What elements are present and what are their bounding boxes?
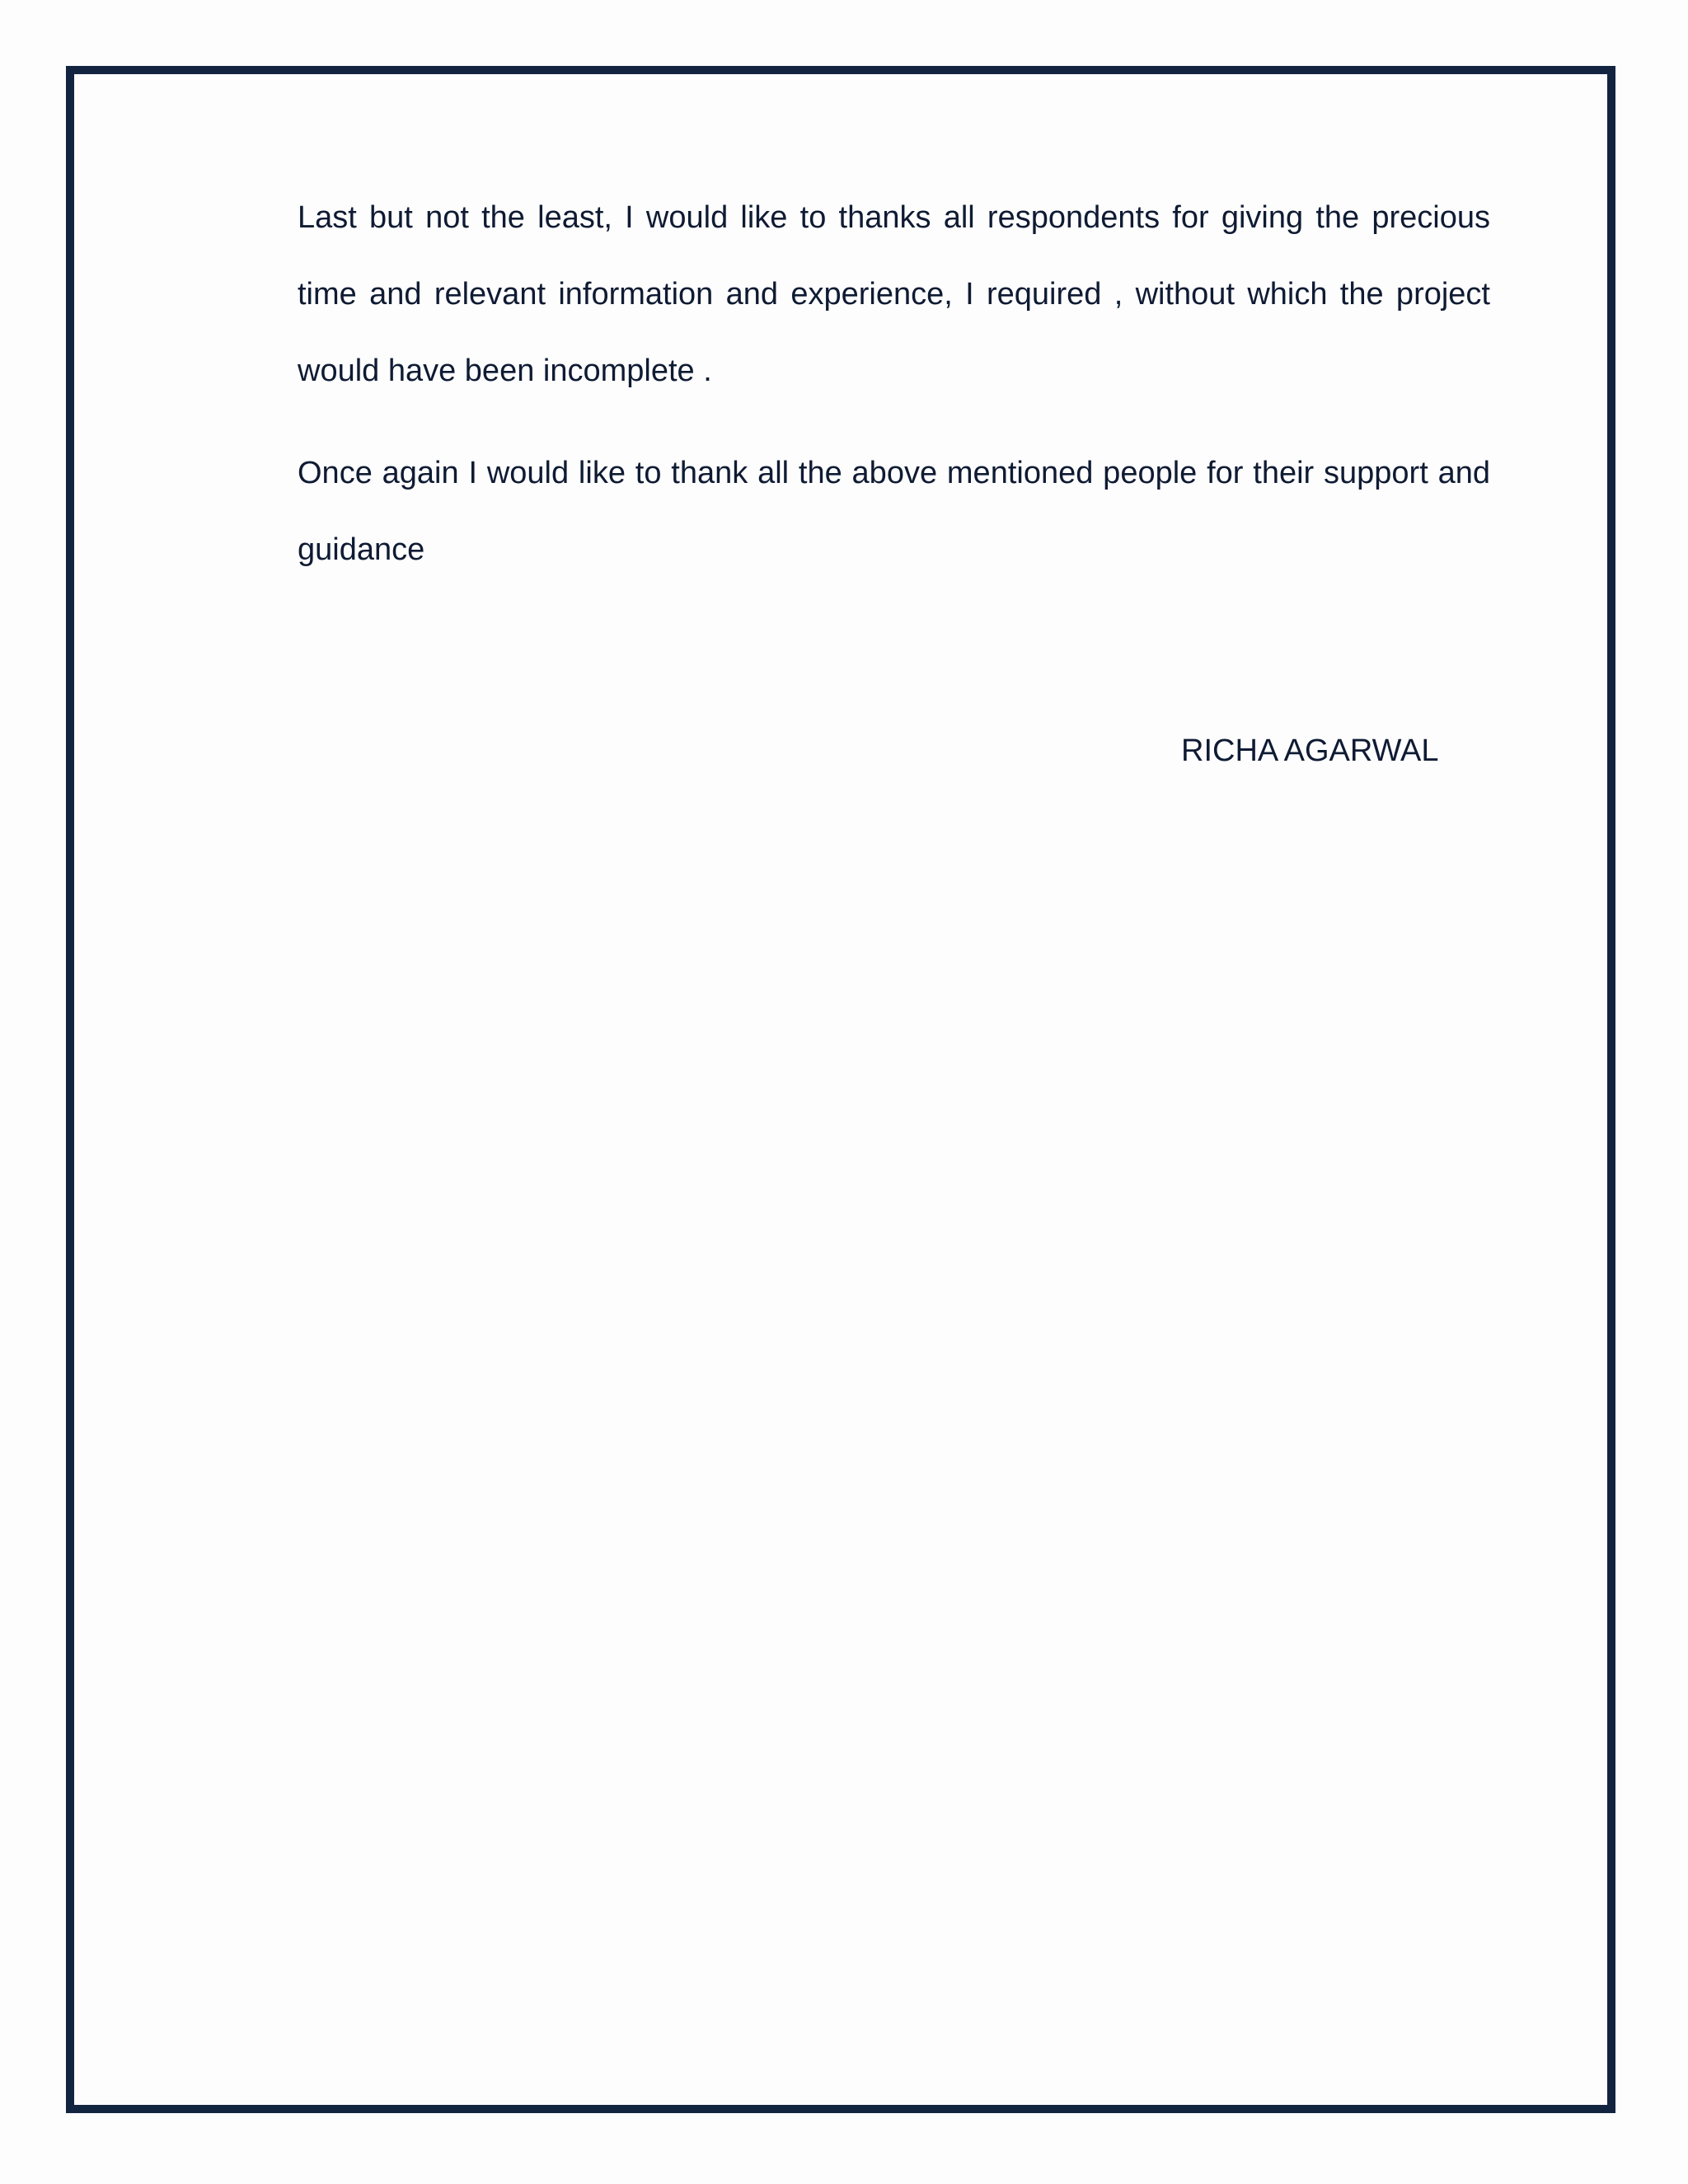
acknowledgement-paragraph-2: Once again I would like to thank all the above mentioned people for their support and guidance [298, 456, 1490, 567]
acknowledgement-paragraph-1: Last but not the least, I would like to thanks all respondents for giving the precious time and relevant information and experience, I required , without which the project would have been incomplete . [298, 200, 1490, 388]
author-signature-name: RICHA AGARWAL [1181, 733, 1439, 768]
